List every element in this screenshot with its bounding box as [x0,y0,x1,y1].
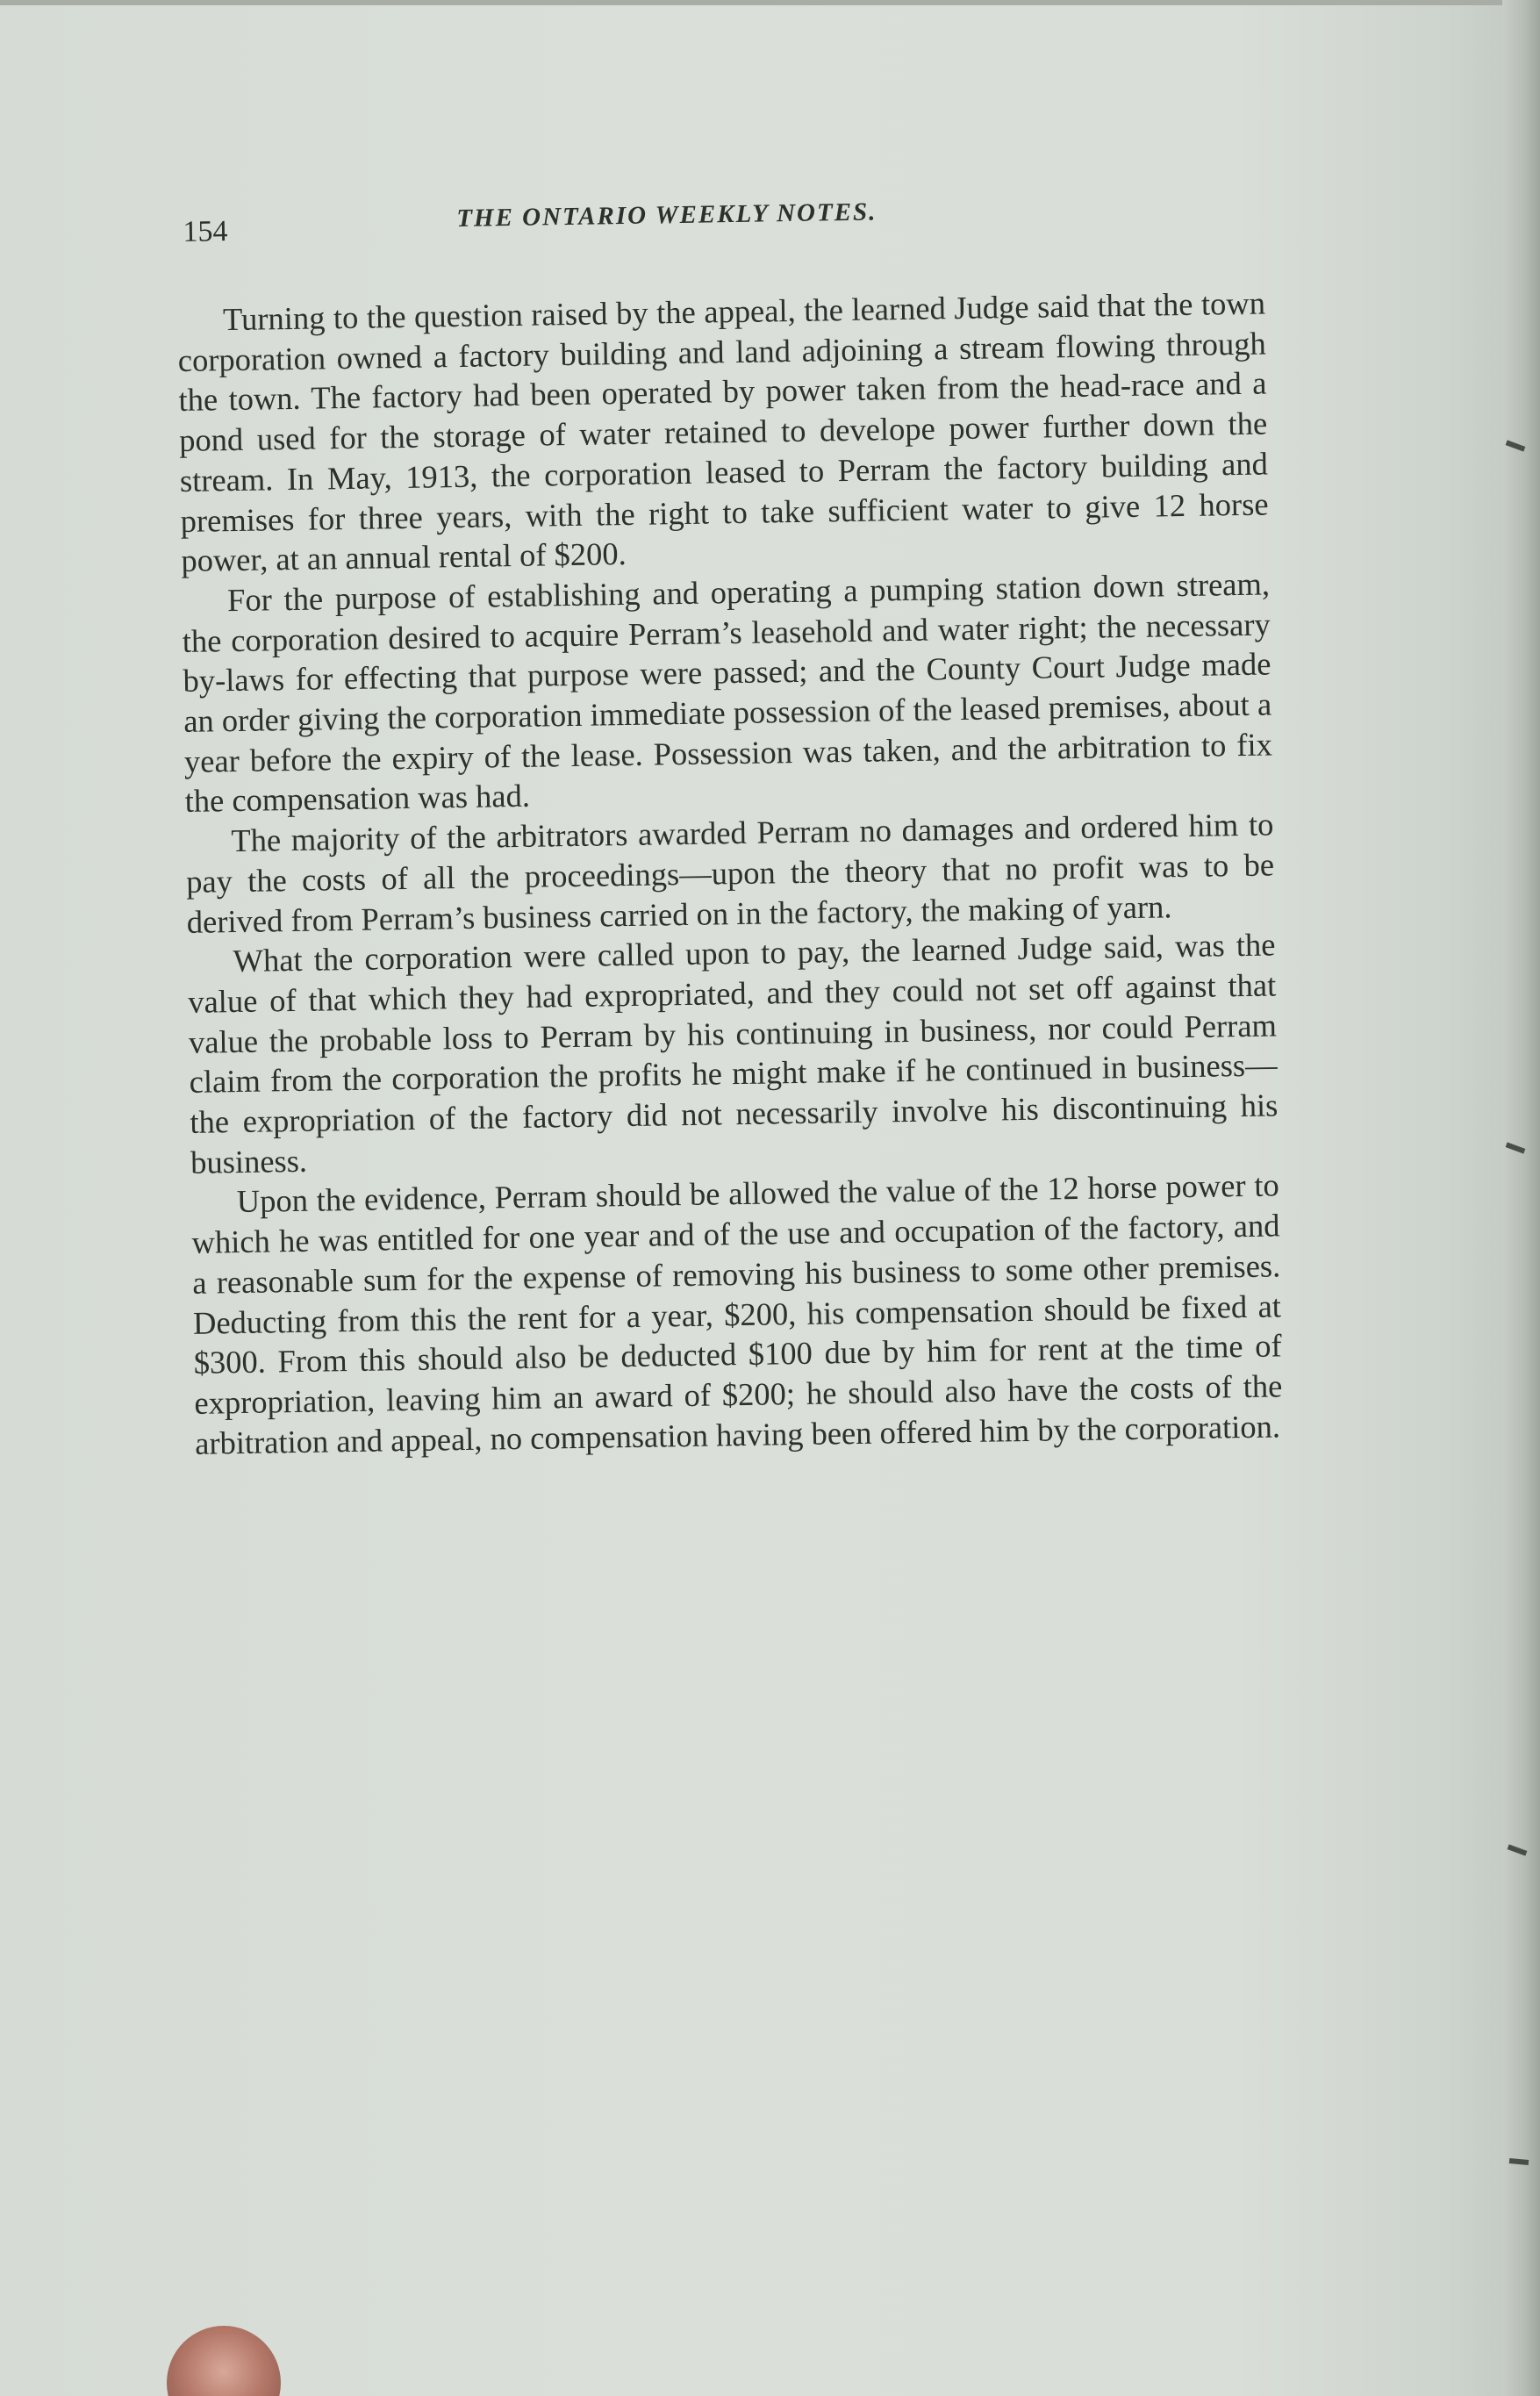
scanner-thumb [167,2326,281,2396]
paragraph: Upon the evidence, Perram should be allowed the value of the 12 horse power to which he was entitled for one year and of the use and occupation of the factory, and a reasonable sum for the expense of removing his business to some other premises. Deducting from this the rent for a year, $200, his compensation should be fixed at $300. From this should also be deducted $100 due by him for rent at the time of expropriation, leaving him an award of $200; he should also have the costs of the arbitration and appeal, no compensation having been offered him by the corporation. [191,1166,1283,1461]
printed-page [175,187,1283,1464]
body-text [177,283,1284,1464]
paragraph: Turning to the question raised by the appeal, the learned Judge said that the town corporation owned a factory building and land adjoining a stream flowing through the town. The factory had been operated by power taken from the head-race and a pond used for the storage of water retained to develope power further down the stream. In May, 1913, the corporation leased to Perram the factory building and premises for three years, with the right to take sufficient water to give 12 horse power, at an annual rental of $200. [177,284,1269,579]
page-fore-edge [1502,0,1540,2396]
page-number: 154 [183,215,228,248]
running-head [175,187,1264,256]
paragraph: The majority of the arbitrators awarded Perram no damages and ordered him to pay the costs of all the proceedings—upon the theory that no profit was to be derived from Perram’s business carried on in the factory, the making of yarn. [185,806,1275,940]
journal-title: THE ONTARIO WEEKLY NOTES. [456,197,877,233]
page-top-edge [0,0,1540,5]
paragraph: For the purpose of establishing and operating a pumping station down stream, the corporation desired to acquire Perram’s leasehold and water right; the necessary by-laws for effecting that purpose were passed; and the County Court Judge made an order giving the corporation immediate possession of the leased premises, about a year before the expiry of the lease. Possession was taken, and the arbitration to fix the compensation was had. [182,565,1273,820]
paragraph: What the corporation were called upon to pay, the learned Judge said, was the value of that which they had expropriated, and they could not set off against that value the probable loss to Perram by his continuing in business, nor could Perram claim from the corporation the profits he might make if he continued in business—the expropriation of the factory did not necessarily involve his discontinuing his business. [187,926,1279,1180]
